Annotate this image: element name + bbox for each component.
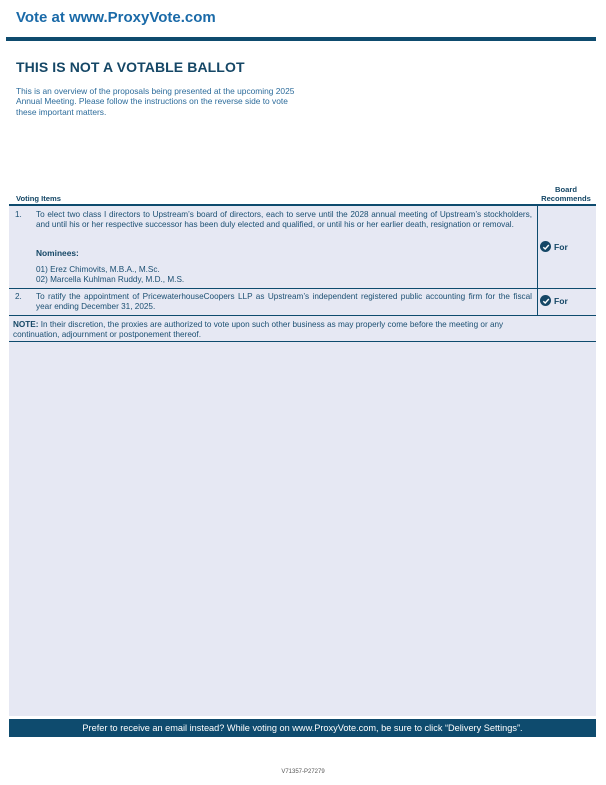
nominee: 02) Marcella Kuhlman Ruddy, M.D., M.S. (36, 275, 185, 284)
intro-text: This is an overview of the proposals being presented at the upcoming 2025 Annual Meeting. Please follow the instructions on the reverse side to vote these important matters. (16, 86, 295, 117)
voting-items-header: Voting Items (16, 194, 62, 203)
checkmark-icon (540, 241, 551, 252)
column-divider (537, 206, 538, 315)
note-text: In their discretion, the proxies are authorized to vote upon such other business as may properly come before the meeting or any continuation, adjournment or postponement thereof. (13, 320, 504, 339)
checkmark-icon (540, 295, 551, 306)
recommendation-label: For (554, 295, 568, 306)
header-divider (6, 37, 596, 41)
note-label: NOTE: (13, 320, 39, 329)
board-recommendation (540, 295, 568, 306)
board-recommends-header: Board Recommends (541, 185, 591, 203)
note (13, 320, 536, 339)
nominee: 01) Erez Chimovits, M.B.A., M.Sc. (36, 265, 160, 274)
header-title: Vote at www.ProxyVote.com (16, 9, 216, 26)
board-recommendation (540, 241, 568, 252)
row-divider (9, 315, 596, 316)
recommendation-label: For (554, 241, 568, 252)
item-number: 1. (15, 210, 22, 219)
ballot-heading: THIS IS NOT A VOTABLE BALLOT (16, 59, 245, 75)
document-code: V71357-P27279 (281, 769, 325, 775)
table-top-divider (9, 204, 596, 206)
row-divider (9, 288, 596, 289)
row-divider (9, 341, 596, 342)
delivery-settings-banner: Prefer to receive an email instead? While voting on www.ProxyVote.com, be sure to click “Delivery Settings”. (9, 719, 596, 737)
item-text: To elect two class I directors to Upstream’s board of directors, each to serve until the 2028 annual meeting of Upstream’s stockholders, and until his or her respective successor has been duly elected and qualified, or until his or her earlier death, resignation or removal. (36, 210, 532, 229)
nominees-label: Nominees: (36, 248, 79, 258)
item-number: 2. (15, 292, 22, 301)
item-text: To ratify the appointment of PricewaterhouseCoopers LLP as Upstream’s independent registered public accounting firm for the fiscal year ending December 31, 2025. (36, 292, 532, 311)
